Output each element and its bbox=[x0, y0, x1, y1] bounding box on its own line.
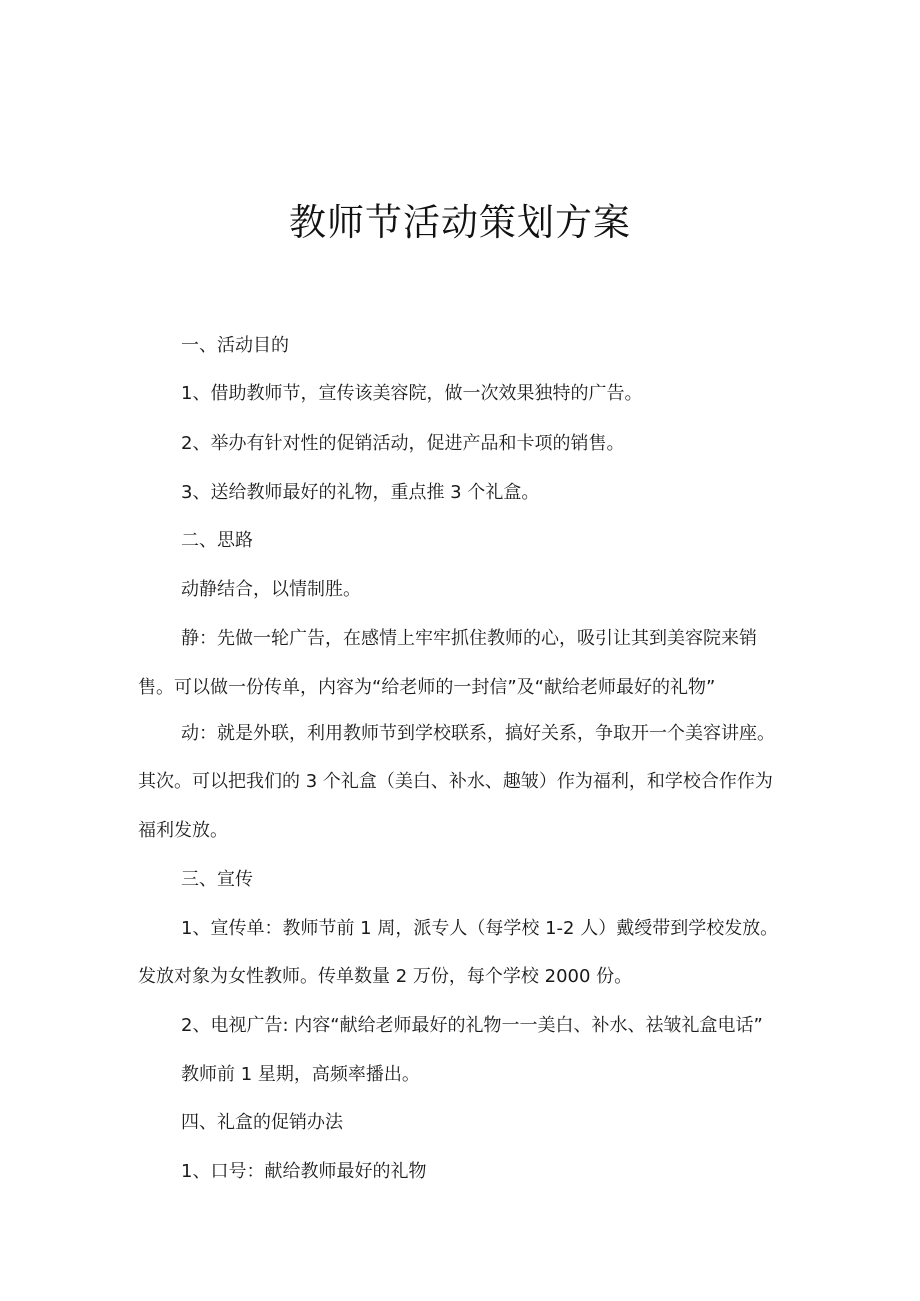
paragraph-line: 1、借助教师节，宣传该美容院，做一次效果独特的广告。 bbox=[181, 383, 643, 404]
paragraph-line: 2、举办有针对性的促销活动，促进产品和卡项的销售。 bbox=[181, 433, 625, 454]
paragraph-line: 2、电视广告: 内容“献给老师最好的礼物一一美白、补水、祛皱礼盒电话” bbox=[181, 1015, 763, 1036]
paragraph-line: 教师前 1 星期，高频率播出。 bbox=[181, 1064, 420, 1085]
paragraph-line: 3、送给教师最好的礼物，重点推 3 个礼盒。 bbox=[181, 482, 540, 503]
paragraph-line: 发放对象为女性教师。传单数量 2 万份，每个学校 2000 份。 bbox=[138, 966, 633, 987]
section-heading-giftbox-sales: 四、礼盒的促销办法 bbox=[181, 1112, 343, 1133]
paragraph-line: 静：先做一轮广告，在感情上牢牢抓住教师的心，吸引让其到美容院来销 bbox=[181, 628, 757, 649]
section-heading-approach: 二、思路 bbox=[181, 530, 253, 551]
paragraph-line: 动静结合，以情制胜。 bbox=[181, 579, 361, 600]
document-title: 教师节活动策划方案 bbox=[289, 201, 631, 244]
paragraph-line: 售。可以做一份传单，内容为“给老师的一封信”及“献给老师最好的礼物” bbox=[138, 677, 716, 698]
paragraph-line: 其次。可以把我们的 3 个礼盒（美白、补水、趣皱）作为福利，和学校合作作为 bbox=[138, 771, 773, 792]
paragraph-line: 动：就是外联，利用教师节到学校联系，搞好关系，争取开一个美容讲座。 bbox=[181, 723, 775, 744]
paragraph-line: 1、口号：献给教师最好的礼物 bbox=[181, 1161, 427, 1182]
paragraph-line: 福利发放。 bbox=[138, 820, 228, 841]
paragraph-line: 1、宣传单：教师节前 1 周，派专人（每学校 1-2 人）戴绶带到学校发放。 bbox=[181, 918, 779, 939]
section-heading-purpose: 一、活动目的 bbox=[181, 335, 289, 356]
section-heading-promotion: 三、宣传 bbox=[181, 869, 253, 890]
